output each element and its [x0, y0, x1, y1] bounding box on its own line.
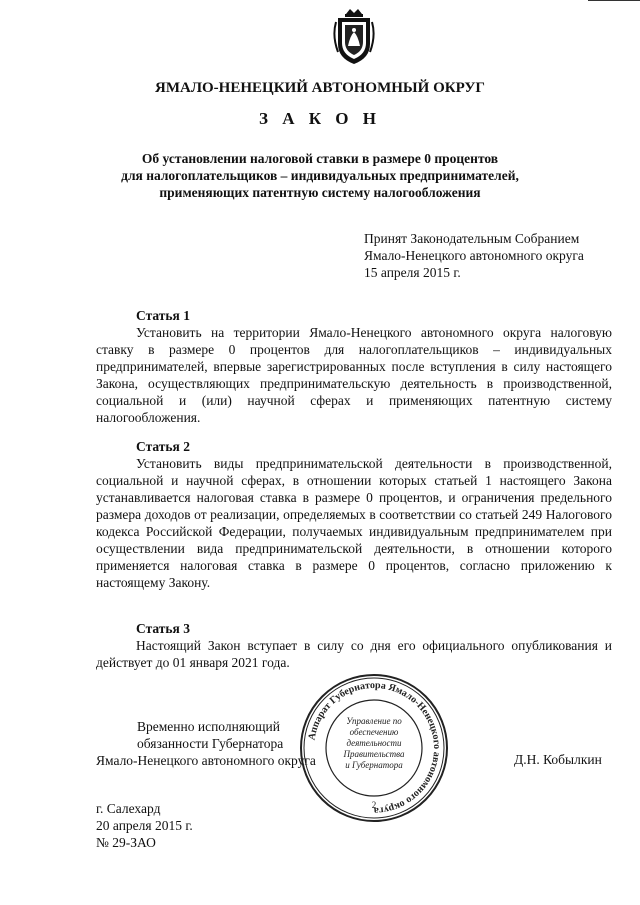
- svg-text:Аппарат Губернатора Ямало-Нене: Аппарат Губернатора Ямало-Ненецкого автономного округа: [306, 679, 443, 817]
- signature-title-line: обязанности Губернатора: [137, 736, 284, 751]
- article-text: Установить виды предпринимательской деятельности в производственной, социальной и научной сферах, в отношении которых статьей 1 настоящего Закона устанавливается налоговая ставка в размере 0 процентов, и ограничения предельного размера доходов от реализации, определяемых в соответствии со статьей 249 Налогового кодекса Российской Федерации, получаемых индивидуальным предпринимателем при осуществлении вида предпринимательской деятельности, в отношении которого применяется налоговая ставка в размере 0 процентов, согласно приложению к настоящему Закону.: [96, 456, 612, 590]
- subject-line: Об установлении налоговой ставки в размере 0 процентов: [141, 151, 499, 166]
- adoption-note: [364, 230, 584, 281]
- issue-city: г. Салехард: [96, 801, 161, 816]
- top-edge-line: [588, 0, 640, 1]
- subject-line: применяющих патентную систему налогообложения: [159, 185, 481, 200]
- stamp-inner-line: и Губернатора: [345, 760, 403, 770]
- official-stamp-icon: [298, 672, 450, 824]
- article-2: [96, 438, 612, 591]
- stamp-inner-line: деятельности: [346, 738, 402, 748]
- signature-title-line: Ямало-Ненецкого автономного округа: [96, 753, 316, 768]
- article-heading: Статья 2: [136, 439, 190, 454]
- law-subject: [0, 150, 640, 201]
- article-text: Настоящий Закон вступает в силу со дня его официального опубликования и действует до 01 января 2021 года.: [96, 638, 612, 670]
- stamp-inner-line: Правительства: [343, 749, 405, 759]
- signer-name: Д.Н. Кобылкин: [514, 752, 602, 767]
- adoption-line: Принят Законодательным Собранием: [364, 231, 580, 246]
- document-type: З А К О Н: [258, 109, 382, 128]
- subject-line: для налогоплательщиков – индивидуальных предпринимателей,: [121, 168, 519, 183]
- coat-of-arms-icon: [332, 8, 376, 66]
- stamp-number: 2: [371, 800, 377, 810]
- article-text: Установить на территории Ямало-Ненецкого автономного округа налоговую ставку в размере 0 процентов для налогоплательщиков – индивидуальных предпринимателей, впервые зарегистрированных после вступления в силу настоящего Закона, осуществляющих предпринимательскую деятельность в производственной, социальной и (или) научной сферах и применяющих патентную систему налогообложения.: [96, 325, 612, 425]
- law-number: № 29-ЗАО: [96, 835, 156, 850]
- document-footer: [96, 800, 193, 851]
- stamp-inner-line: обеспечению: [349, 727, 399, 737]
- article-1: [96, 307, 612, 426]
- adoption-line: Ямало-Ненецкого автономного округа: [364, 248, 584, 263]
- region-name: ЯМАЛО-НЕНЕЦКИЙ АВТОНОМНЫЙ ОКРУГ: [155, 80, 485, 96]
- issue-date: 20 апреля 2015 г.: [96, 818, 193, 833]
- adoption-date: 15 апреля 2015 г.: [364, 265, 461, 280]
- stamp-inner-line: Управление по: [346, 716, 402, 726]
- signature-title-line: Временно исполняющий: [137, 719, 280, 734]
- article-heading: Статья 1: [136, 308, 190, 323]
- article-3: [96, 620, 612, 671]
- article-heading: Статья 3: [136, 621, 190, 636]
